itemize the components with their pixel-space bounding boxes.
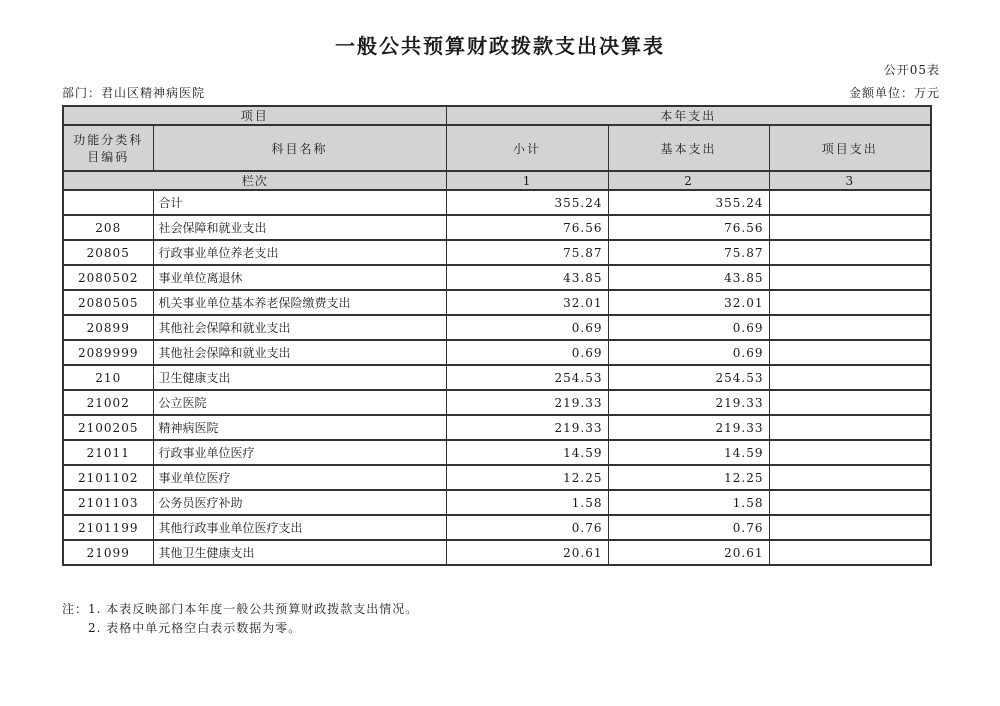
col-header-subject-name: 科目名称 [153, 125, 446, 171]
cell-subject-name: 卫生健康支出 [153, 365, 446, 390]
cell-function-code: 208 [63, 215, 153, 240]
column-index-label: 栏次 [63, 171, 446, 190]
cell-project-expenditure [769, 265, 931, 290]
cell-subject-name: 事业单位医疗 [153, 465, 446, 490]
cell-subtotal: 0.69 [446, 340, 608, 365]
table-row [63, 415, 931, 440]
table-row [63, 315, 931, 340]
cell-project-expenditure [769, 415, 931, 440]
cell-subject-name: 其他社会保障和就业支出 [153, 340, 446, 365]
col-header-project-expenditure: 项目支出 [769, 125, 931, 171]
cell-subject-name: 机关事业单位基本养老保险缴费支出 [153, 290, 446, 315]
cell-basic-expenditure: 219.33 [608, 415, 769, 440]
cell-function-code: 2101103 [63, 490, 153, 515]
cell-basic-expenditure: 76.56 [608, 215, 769, 240]
cell-subject-name: 公务员医疗补助 [153, 490, 446, 515]
table-row [63, 490, 931, 515]
col-header-function-code: 功能分类科目编码 [63, 125, 153, 171]
table-row [63, 440, 931, 465]
meta-row [62, 84, 940, 101]
cell-basic-expenditure: 1.58 [608, 490, 769, 515]
cell-function-code: 2101102 [63, 465, 153, 490]
notes [62, 600, 418, 638]
cell-subtotal: 43.85 [446, 265, 608, 290]
cell-function-code: 2101199 [63, 515, 153, 540]
cell-subtotal: 20.61 [446, 540, 608, 565]
cell-function-code: 21002 [63, 390, 153, 415]
cell-project-expenditure [769, 540, 931, 565]
table-row [63, 265, 931, 290]
cell-subject-name: 公立医院 [153, 390, 446, 415]
cell-project-expenditure [769, 315, 931, 340]
column-index-2: 2 [608, 171, 769, 190]
cell-project-expenditure [769, 240, 931, 265]
cell-function-code: 21099 [63, 540, 153, 565]
cell-subject-name: 事业单位离退休 [153, 265, 446, 290]
cell-subject-name: 其他卫生健康支出 [153, 540, 446, 565]
cell-project-expenditure [769, 465, 931, 490]
cell-project-expenditure [769, 515, 931, 540]
cell-subtotal: 219.33 [446, 390, 608, 415]
expenditure-table [62, 105, 932, 566]
cell-subtotal: 254.53 [446, 365, 608, 390]
cell-project-expenditure [769, 215, 931, 240]
header-columns-row [63, 125, 931, 171]
cell-function-code [63, 190, 153, 215]
column-index-row [63, 171, 931, 190]
cell-function-code: 21011 [63, 440, 153, 465]
table-row [63, 290, 931, 315]
header-group-year-expenditure: 本年支出 [446, 106, 931, 125]
table-row [63, 515, 931, 540]
table-body [63, 190, 931, 565]
note-line-1: 注：1. 本表反映部门本年度一般公共预算财政拨款支出情况。 [62, 602, 419, 616]
page-title: 一般公共预算财政拨款支出决算表 [335, 34, 665, 58]
cell-basic-expenditure: 219.33 [608, 390, 769, 415]
cell-basic-expenditure: 43.85 [608, 265, 769, 290]
cell-basic-expenditure: 0.69 [608, 315, 769, 340]
column-index-3: 3 [769, 171, 931, 190]
cell-function-code: 210 [63, 365, 153, 390]
cell-basic-expenditure: 355.24 [608, 190, 769, 215]
cell-subtotal: 12.25 [446, 465, 608, 490]
cell-project-expenditure [769, 340, 931, 365]
cell-subtotal: 0.76 [446, 515, 608, 540]
cell-project-expenditure [769, 190, 931, 215]
cell-project-expenditure [769, 365, 931, 390]
cell-subtotal: 32.01 [446, 290, 608, 315]
cell-project-expenditure [769, 290, 931, 315]
cell-basic-expenditure: 20.61 [608, 540, 769, 565]
cell-function-code: 20899 [63, 315, 153, 340]
unit-label: 金额单位：万元 [848, 86, 940, 100]
cell-project-expenditure [769, 440, 931, 465]
table-row [63, 465, 931, 490]
header-group-item: 项目 [63, 106, 446, 125]
cell-subtotal: 219.33 [446, 415, 608, 440]
col-header-basic-expenditure: 基本支出 [608, 125, 769, 171]
cell-basic-expenditure: 14.59 [608, 440, 769, 465]
cell-function-code: 2100205 [63, 415, 153, 440]
cell-subject-name: 社会保障和就业支出 [153, 215, 446, 240]
cell-function-code: 2089999 [63, 340, 153, 365]
cell-subject-name: 其他行政事业单位医疗支出 [153, 515, 446, 540]
cell-project-expenditure [769, 390, 931, 415]
cell-subject-name: 合计 [153, 190, 446, 215]
cell-subject-name: 精神病医院 [153, 415, 446, 440]
cell-subtotal: 0.69 [446, 315, 608, 340]
cell-basic-expenditure: 32.01 [608, 290, 769, 315]
table-row [63, 340, 931, 365]
cell-basic-expenditure: 0.69 [608, 340, 769, 365]
table-row [63, 215, 931, 240]
cell-function-code: 20805 [63, 240, 153, 265]
cell-subtotal: 76.56 [446, 215, 608, 240]
table-row [63, 240, 931, 265]
table-row [63, 365, 931, 390]
column-index-1: 1 [446, 171, 608, 190]
note-line-2: 2. 表格中单元格空白表示数据为零。 [88, 621, 302, 635]
cell-subtotal: 1.58 [446, 490, 608, 515]
col-header-subtotal: 小计 [446, 125, 608, 171]
table-row [63, 190, 931, 215]
header-group-row [63, 106, 931, 125]
cell-project-expenditure [769, 490, 931, 515]
table-header [63, 106, 931, 190]
cell-basic-expenditure: 254.53 [608, 365, 769, 390]
cell-basic-expenditure: 0.76 [608, 515, 769, 540]
cell-subtotal: 75.87 [446, 240, 608, 265]
cell-subtotal: 14.59 [446, 440, 608, 465]
cell-subtotal: 355.24 [446, 190, 608, 215]
cell-function-code: 2080505 [63, 290, 153, 315]
form-code: 公开05表 [883, 63, 940, 77]
cell-subject-name: 行政事业单位养老支出 [153, 240, 446, 265]
cell-function-code: 2080502 [63, 265, 153, 290]
cell-basic-expenditure: 75.87 [608, 240, 769, 265]
department-label: 部门：君山区精神病医院 [62, 86, 206, 100]
cell-subject-name: 行政事业单位医疗 [153, 440, 446, 465]
cell-basic-expenditure: 12.25 [608, 465, 769, 490]
table-row [63, 540, 931, 565]
cell-subject-name: 其他社会保障和就业支出 [153, 315, 446, 340]
table-row [63, 390, 931, 415]
